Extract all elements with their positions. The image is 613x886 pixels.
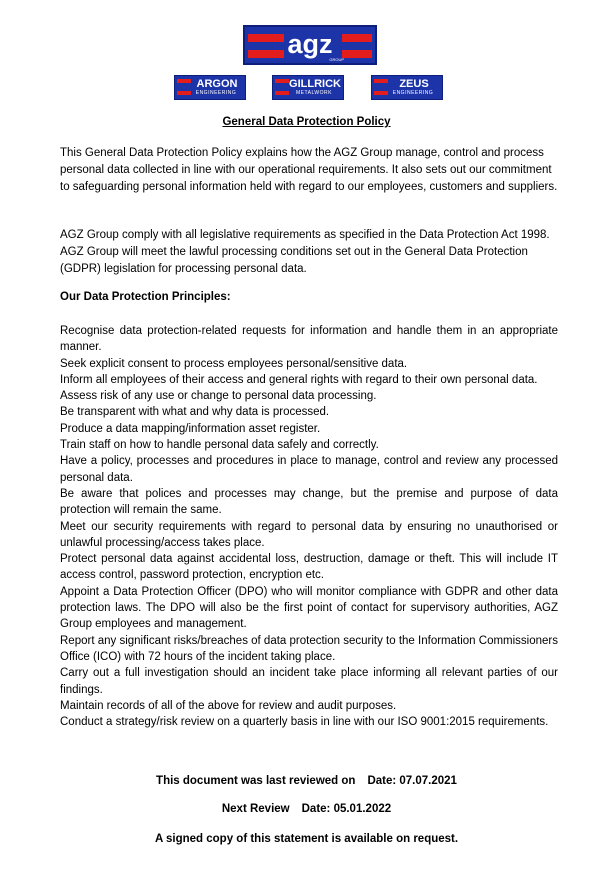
list-item: Report any significant risks/breaches of data protection security to the Information Commissioners Office (ICO) with 72 hours of the incident taking place. (60, 634, 558, 663)
argon-engineering-logo (174, 75, 246, 100)
list-item: Inform all employees of their access and general rights with regard to their own personal data. (60, 373, 538, 386)
document-title: General Data Protection Policy (222, 116, 391, 128)
list-item: Maintain records of all of the above for review and audit purposes. (60, 699, 397, 712)
logo-text: agz (287, 29, 333, 59)
next-review-line (0, 803, 613, 815)
last-reviewed-date: Date: 07.07.2021 (367, 775, 457, 787)
list-item: Meet our security requirements with regard to personal data by ensuring no unauthorised or unlawful processing/access takes place. (60, 520, 558, 549)
logo-tag: ENGINEERING (195, 90, 237, 96)
agz-group-logo (243, 25, 377, 65)
principles-list (60, 323, 558, 730)
logo-name: GILLRICK (289, 78, 341, 90)
logo-stripe (275, 79, 289, 83)
last-reviewed-line (0, 775, 613, 787)
list-item: Produce a data mapping/information asset register. (60, 422, 321, 435)
list-item: Conduct a strategy/risk review on a quarterly basis in line with our ISO 9001:2015 requirements. (60, 716, 549, 729)
gillrick-metalwork-logo (272, 75, 344, 100)
list-item: Assess risk of any use or change to personal data processing. (60, 390, 377, 403)
list-item: Be aware that polices and processes may change, but the premise and purpose of data protection will remain the same. (60, 487, 558, 517)
logo-tag: ENGINEERING (392, 90, 434, 96)
logo-tag: METALWORK (296, 90, 332, 96)
logo-stripe (177, 79, 191, 83)
list-item: Seek explicit consent to process employees personal/sensitive data. (60, 357, 408, 370)
logo-subtext: GROUP (329, 57, 344, 62)
principles-heading: Our Data Protection Principles: (60, 291, 231, 303)
logo-name: ARGON (196, 78, 238, 90)
compliance-paragraph: AGZ Group comply with all legislative requirements as specified in the Data Protection Act 1998. AGZ Group will meet the lawful processing conditions set out in the General Data Protection (GDPR) legislation for processing personal data. (60, 229, 550, 275)
list-item: Appoint a Data Protection Officer (DPO) who will monitor compliance with GDPR and other data protection laws. The DPO will also be the first point of contact for supervisory authorities, AGZ Group employees and management. (60, 585, 558, 631)
list-item: Protect personal data against accidental loss, destruction, damage or theft. This will include IT access control, password protection, encryption etc. (60, 553, 558, 582)
logo-stripe (374, 79, 388, 83)
logo-name: ZEUS (399, 78, 429, 90)
list-item: Carry out a full investigation should an incident take place informing all relevant parties of our findings. (60, 667, 558, 696)
list-item: Be transparent with what and why data is processed. (60, 406, 330, 419)
intro-paragraph: This General Data Protection Policy explains how the AGZ Group manage, control and process personal data collected in line with our operational requirements. It also sets out our commitment to safeguarding personal information held with regard to our employees, customers and suppliers. (60, 147, 558, 193)
next-review-date: Date: 05.01.2022 (301, 803, 392, 815)
last-reviewed-label: This document was last reviewed on (156, 775, 356, 787)
list-item: Have a policy, processes and procedures in place to manage, control and review any processed personal data. (60, 455, 558, 484)
zeus-engineering-logo (371, 75, 443, 100)
next-review-label: Next Review (221, 803, 290, 815)
signed-copy-note: A signed copy of this statement is available on request. (154, 833, 459, 845)
list-item: Recognise data protection-related requests for information and handle them in an appropriate manner. (60, 325, 558, 354)
list-item: Train staff on how to handle personal data safely and correctly. (60, 439, 379, 452)
